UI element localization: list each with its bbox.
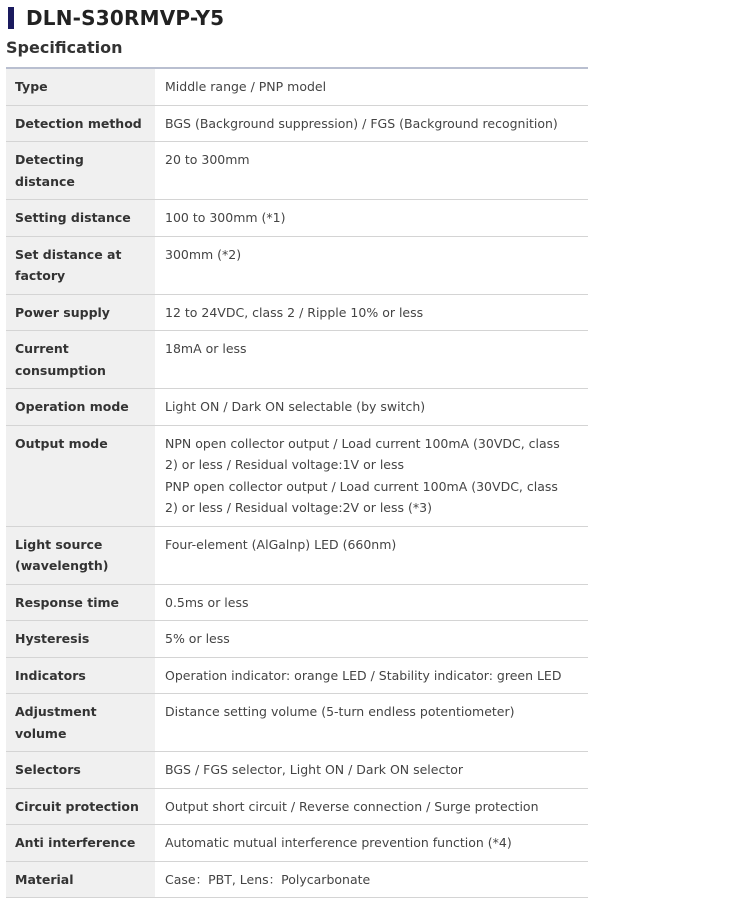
spec-label: Power supply — [6, 294, 155, 331]
spec-value — [155, 389, 588, 426]
spec-value — [155, 105, 588, 142]
spec-value-line: 18mA or less — [165, 341, 247, 356]
spec-label: Circuit protection — [6, 788, 155, 825]
spec-row — [6, 68, 588, 105]
spec-row — [6, 584, 588, 621]
spec-value — [155, 236, 588, 294]
spec-value — [155, 331, 588, 389]
spec-value-line: 0.5ms or less — [165, 594, 249, 610]
spec-value — [155, 752, 588, 789]
spec-value-line: 300mm (*2) — [165, 246, 242, 262]
spec-value-line: 20 to 300mm — [165, 152, 250, 167]
spec-value-line: BGS (Background suppression) / FGS (Background recognition) — [165, 115, 558, 131]
spec-value-line: Middle range / PNP model — [165, 79, 327, 94]
spec-value-line: Light ON / Dark ON selectable (by switch) — [165, 399, 426, 414]
spec-value — [155, 584, 588, 621]
spec-row — [6, 788, 588, 825]
spec-label: Current consumption — [6, 331, 155, 389]
spec-label: Adjustment volume — [6, 694, 155, 752]
spec-value-line: BGS / FGS selector, Light ON / Dark ON selector — [165, 762, 464, 777]
spec-label: Detecting distance — [6, 142, 155, 200]
spec-row — [6, 331, 588, 389]
spec-value — [155, 825, 588, 862]
spec-value — [155, 425, 588, 526]
spec-value-line: 5% or less — [165, 631, 230, 646]
spec-label: Type — [6, 68, 155, 105]
spec-value — [155, 142, 588, 200]
spec-row — [6, 526, 588, 584]
spec-value-line: Case：PBT, Lens：Polycarbonate — [165, 871, 371, 887]
spec-value — [155, 861, 588, 898]
specification-table — [6, 67, 588, 898]
spec-value — [155, 68, 588, 105]
spec-row — [6, 389, 588, 426]
spec-value — [155, 621, 588, 658]
spec-row — [6, 657, 588, 694]
spec-row — [6, 425, 588, 526]
spec-label: Material — [6, 861, 155, 898]
spec-label: Light source (wavelength) — [6, 526, 155, 584]
spec-row — [6, 142, 588, 200]
spec-value — [155, 788, 588, 825]
spec-row — [6, 861, 588, 898]
spec-row — [6, 294, 588, 331]
spec-value-line: 12 to 24VDC, class 2 / Ripple 10% or less — [165, 304, 424, 320]
spec-label: Response time — [6, 584, 155, 621]
specification-table-body — [6, 68, 588, 898]
spec-label: Indicators — [6, 657, 155, 694]
spec-value-line: 100 to 300mm (*1) — [165, 210, 286, 225]
spec-value-line: Automatic mutual interference prevention function (*4) — [165, 835, 512, 850]
spec-label: Hysteresis — [6, 621, 155, 658]
title-accent-bar — [8, 7, 14, 29]
spec-label: Detection method — [6, 105, 155, 142]
specification-heading: Specification — [6, 38, 123, 57]
product-title — [8, 6, 224, 30]
spec-value-line: NPN open collector output / Load current 100mA (30VDC, class 2) or less / Residual voltage:1V or less — [165, 435, 560, 472]
product-model-name: DLN-S30RMVP-Y5 — [26, 6, 225, 30]
spec-value-line: Output short circuit / Reverse connection / Surge protection — [165, 798, 539, 814]
spec-value-line: Operation indicator: orange LED / Stability indicator: green LED — [165, 667, 562, 683]
spec-value-line: Four-element (AlGalnp) LED (660nm) — [165, 536, 397, 552]
spec-value-line: Distance setting volume (5-turn endless potentiometer) — [165, 704, 515, 719]
spec-label: Anti interference — [6, 825, 155, 862]
spec-row — [6, 621, 588, 658]
spec-row — [6, 825, 588, 862]
spec-row — [6, 752, 588, 789]
spec-row — [6, 200, 588, 237]
spec-value-line: PNP open collector output / Load current 100mA (30VDC, class 2) or less / Residual voltage:2V or less (*3) — [165, 478, 558, 515]
spec-value — [155, 294, 588, 331]
spec-row — [6, 236, 588, 294]
spec-row — [6, 105, 588, 142]
spec-label: Operation mode — [6, 389, 155, 426]
spec-label: Selectors — [6, 752, 155, 789]
spec-row — [6, 694, 588, 752]
spec-label: Output mode — [6, 425, 155, 526]
spec-value — [155, 657, 588, 694]
spec-value — [155, 200, 588, 237]
spec-value — [155, 526, 588, 584]
spec-label: Setting distance — [6, 200, 155, 237]
spec-value — [155, 694, 588, 752]
spec-label: Set distance at factory — [6, 236, 155, 294]
